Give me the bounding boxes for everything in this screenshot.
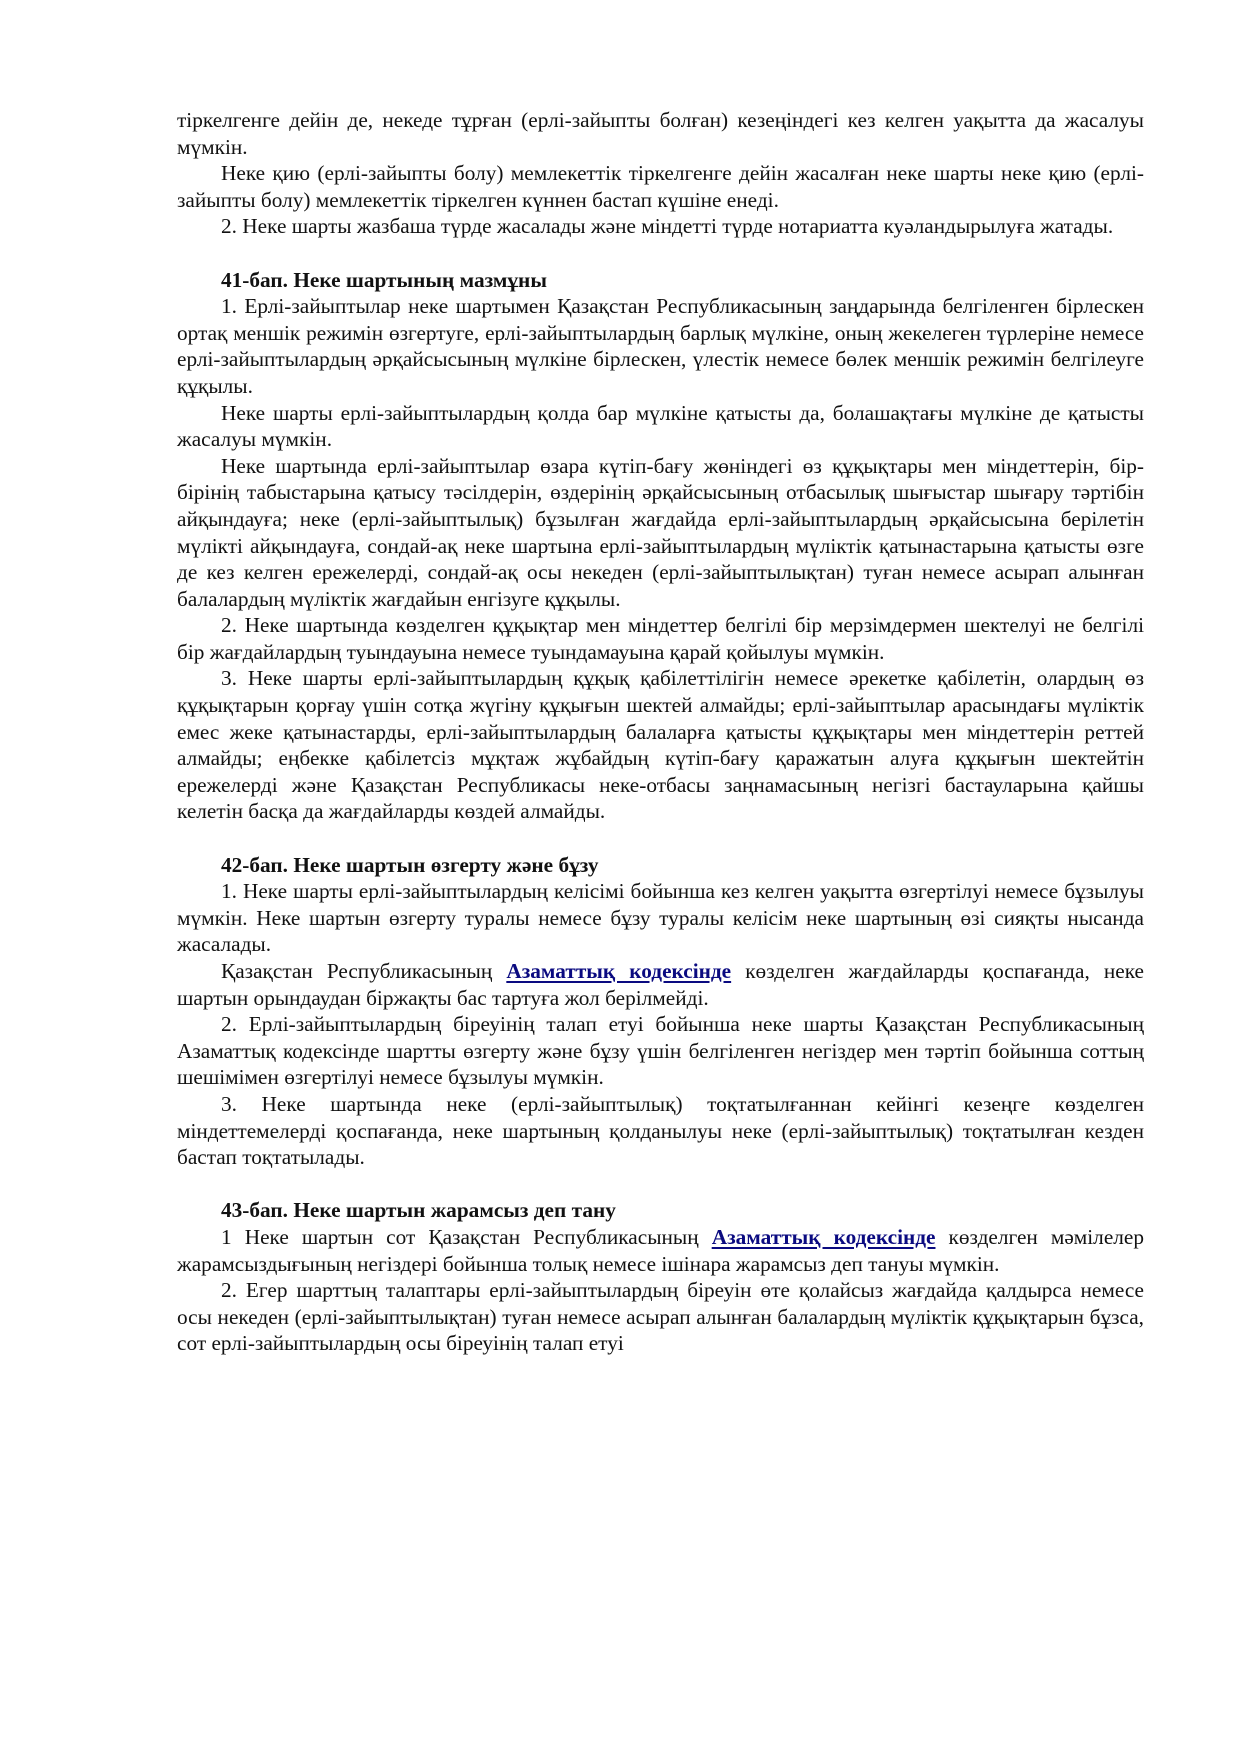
article-43-heading: 43-бап. Неке шартын жарамсыз деп тану: [221, 1198, 616, 1223]
article-43-paragraph-1-text-before: 1 Неке шартын сот Қазақстан Республикасының: [221, 1224, 712, 1249]
article-41-paragraph-5: 3. Неке шарты ерлі-зайыптылардың құқық қабілеттілігін немесе әрекетке қабілетін, олардың өз құқықтарын қорғау үшін сотқа жүгіну құқығын шектей алмайды; ерлі-зайыптылар арасындағы мүліктік емес жеке қатынастарды, ерлі-зайыптылардың балаларға қатысты құқықтары мен міндеттерін реттей алмайды; еңбекке қабілетсіз мұқтаж жұбайдың күтіп-бағу қаражатын алуға құқығын шектейтін ережелерді және Қазақстан Республикасы неке-отбасы заңнамасының негізгі бастауларына қайшы келетін басқа да жағдайларды көздей алмайды.: [177, 666, 1144, 824]
article-43-paragraph-2: 2. Егер шарттың талаптары ерлі-зайыптылардың біреуін өте қолайсыз жағдайда қалдырса немесе осы некеден (ерлі-зайыптылықтан) туған немесе асырап алынған балалардың мүліктік құқықтарын бұзса, сот ерлі-зайыптылардың осы біреуінің талап етуі: [177, 1278, 1144, 1356]
civil-code-link[interactable]: Азаматтық кодексінде: [506, 959, 732, 983]
intro-paragraph-3: 2. Неке шарты жазбаша түрде жасалады және міндетті түрде нотариатта куәландырылуға жатады.: [221, 214, 1114, 239]
article-42-paragraph-4: 3. Неке шартында неке (ерлі-зайыптылық) тоқтатылғаннан кейінгі кезеңге көзделген міндеттемелерді қоспағанда, неке шартының қолданылуы неке (ерлі-зайыптылық) тоқтатылған кезден бастап тоқтатылады.: [177, 1091, 1144, 1170]
section-spacer: [177, 1171, 1144, 1198]
document-page: [177, 107, 1144, 1357]
intro-paragraph-1: тіркелгенге дейін де, некеде тұрған (ерлі-зайыпты болған) кезеңіндегі кез келген уақытта да жасалуы мүмкін.: [177, 108, 1144, 159]
article-42-paragraph-1: 1. Неке шарты ерлі-зайыптылардың келісімі бойынша кез келген уақытта өзгертілуі немесе бұзылуы мүмкін. Неке шартын өзгерту туралы немесе бұзу туралы келісім неке шартының өзі сияқты нысанда жасалады.: [177, 879, 1144, 957]
article-41-heading: 41-бап. Неке шартының мазмұны: [221, 267, 547, 292]
article-42-paragraph-2-text-before: Қазақстан Республикасының: [221, 959, 507, 983]
section-spacer: [177, 240, 1144, 267]
article-42-paragraph-2: [177, 958, 1144, 1011]
article-41-paragraph-4: 2. Неке шартында көзделген құқықтар мен міндеттер белгілі бір мерзімдермен шектелуі не белгілі бір жағдайлардың туындауына немесе туындамауына қарай қойылуы мүмкін.: [177, 613, 1144, 664]
section-spacer: [177, 825, 1144, 852]
intro-paragraph-2: Неке қию (ерлі-зайыпты болу) мемлекеттік тіркелгенге дейін жасалған неке шарты неке қию (ерлі-зайыпты болу) мемлекеттік тіркелген күннен бастап күшіне енеді.: [177, 161, 1144, 212]
article-41-paragraph-1: 1. Ерлі-зайыптылар неке шартымен Қазақстан Республикасының заңдарында белгіленген бірлескен ортақ меншік режимін өзгертуге, ерлі-зайыптылардың барлық мүлкіне, оның жекелеген түрлеріне немесе ерлі-зайыптылардың әрқайсысының мүлкіне бірлескен, үлестік немесе бөлек меншік режимін белгілеуге құқылы.: [177, 294, 1144, 398]
article-43-paragraph-1-text-after: көзделген мәмілелер жарамсыздығының негіздері бойынша толық немесе ішінара жарамсыз деп тануы мүмкін.: [177, 1224, 1144, 1276]
article-41-paragraph-3: Неке шартында ерлі-зайыптылар өзара күтіп-бағу жөніндегі өз құқықтары мен міндеттерін, бір-бірінің табыстарына қатысу тәсілдерін, өздерінің әрқайсысының отбасылық шығыстар шығару тәртібін айқындауға; неке (ерлі-зайыптылық) бұзылған жағдайда ерлі-зайыптылардың әрқайсысына берілетін мүлікті айқындауға, сондай-ақ неке шартына ерлі-зайыптылардың мүліктік қатынастарына қатысты өзге де кез келген ережелерді, сондай-ақ осы некеден (ерлі-зайыптылықтан) туған немесе асырап алынған балалардың мүліктік жағдайын енгізуге құқылы.: [177, 453, 1144, 611]
article-41-paragraph-2: Неке шарты ерлі-зайыптылардың қолда бар мүлкіне қатысты да, болашақтағы мүлкіне де қатысты жасалуы мүмкін.: [177, 400, 1144, 452]
article-42-heading: 42-бап. Неке шартын өзгерту және бұзу: [221, 852, 599, 877]
article-42-paragraph-2-text-after: көзделген жағдайларды қоспағанда, неке шартын орындаудан біржақты бас тартуға жол берілмейді.: [177, 959, 1144, 1010]
civil-code-link[interactable]: Азаматтық кодексінде: [711, 1224, 936, 1249]
article-42-paragraph-3: 2. Ерлі-зайыптылардың біреуінің талап етуі бойынша неке шарты Қазақстан Республикасының Азаматтық кодексінде шартты өзгерту және бұзу үшін белгіленген негіздер мен тәртіп бойынша соттың шешімімен өзгертілуі немесе бұзылуы мүмкін.: [177, 1012, 1144, 1090]
article-43-paragraph-1: [177, 1224, 1144, 1277]
